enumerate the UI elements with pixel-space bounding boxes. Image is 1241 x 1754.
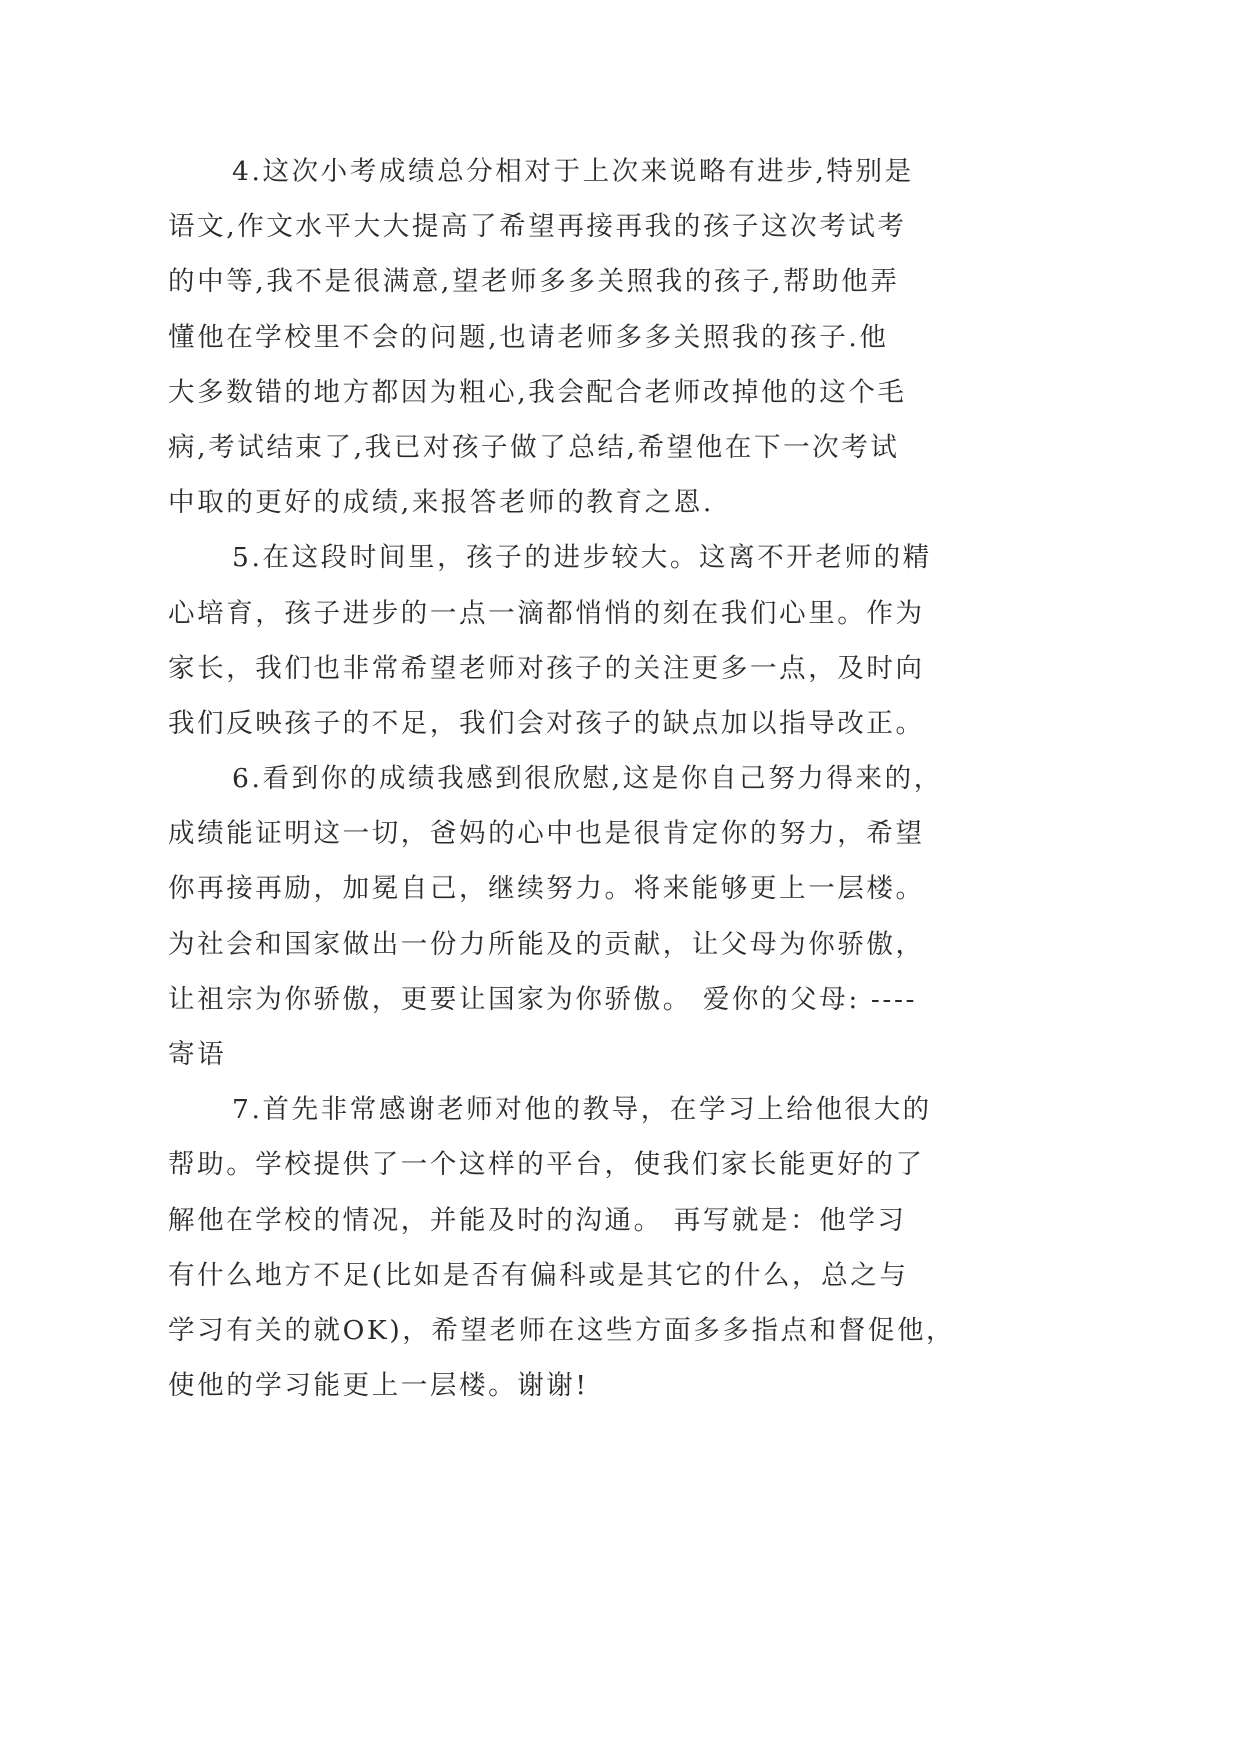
paragraph-line: 懂他在学校里不会的问题,也请老师多多关照我的孩子.他 [168,321,889,353]
paragraph-line: 病,考试结束了,我已对孩子做了总结,希望他在下一次考试 [168,431,900,463]
paragraph-line: 寄语 [168,1039,227,1070]
paragraph-line: 学习有关的就OK)，希望老师在这些方面多多指点和督促他， [168,1314,956,1346]
paragraph-line: 的中等,我不是很满意,望老师多多关照我的孩子,帮助他弄 [168,266,900,298]
paragraph-line: 大多数错的地方都因为粗心,我会配合老师改掉他的这个毛 [168,376,907,408]
paragraph-6 [168,751,958,1082]
paragraph-5 [168,530,958,751]
paragraph-line: 帮助。学校提供了一个这样的平台，使我们家长能更好的了 [168,1149,925,1181]
paragraph-line: 7.首先非常感谢老师对他的教导，在学习上给他很大的 [232,1094,932,1126]
paragraph-line: 你再接再励，加冕自己，继续努力。将来能够更上一层楼。 [168,873,925,905]
paragraph-4 [168,144,958,530]
paragraph-line: 语文,作文水平大大提高了希望再接再我的孩子这次考试考 [168,211,907,243]
paragraph-line: 有什么地方不足(比如是否有偏科或是其它的什么，总之与 [168,1259,909,1291]
paragraph-line: 心培育，孩子进步的一点一滴都悄悄的刻在我们心里。作为 [168,597,925,629]
paragraph-line: 家长，我们也非常希望老师对孩子的关注更多一点，及时向 [168,652,925,684]
paragraph-line: 解他在学校的情况，并能及时的沟通。 再写就是：他学习 [168,1204,907,1236]
paragraph-line: 让祖宗为你骄傲，更要让国家为你骄傲。 爱你的父母: ---- [168,983,918,1015]
paragraph-line: 4.这次小考成绩总分相对于上次来说略有进步,特别是 [232,156,914,187]
paragraph-7 [168,1082,958,1413]
document-body [168,144,958,1413]
paragraph-line: 成绩能证明这一切，爸妈的心中也是很肯定你的努力，希望 [168,818,925,850]
paragraph-line: 6.看到你的成绩我感到很欣慰,这是你自己努力得来的， [232,763,943,795]
paragraph-line: 我们反映孩子的不足，我们会对孩子的缺点加以指导改正。 [168,707,925,739]
paragraph-line: 5.在这段时间里，孩子的进步较大。这离不开老师的精 [232,542,932,574]
paragraph-line: 中取的更好的成绩,来报答老师的教育之恩. [168,487,714,519]
paragraph-line: 使他的学习能更上一层楼。谢谢! [168,1370,589,1402]
paragraph-line: 为社会和国家做出一份力所能及的贡献，让父母为你骄傲， [168,928,925,960]
